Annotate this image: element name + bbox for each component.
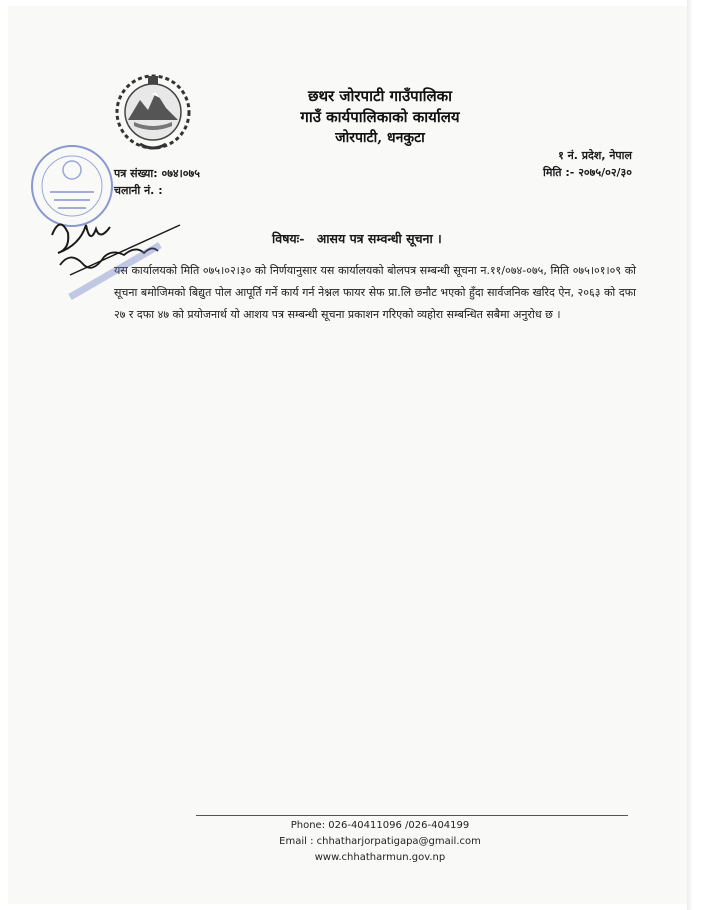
footer-website[interactable]: www.chhatharmun.gov.np [314,852,446,863]
footer-phone: Phone: 026-40411096 /026-404199 [290,820,470,831]
dispatch-number: चलानी नं. : [114,184,163,197]
notice-body: यस कार्यालयको मिति ०७५।०२।३० को निर्णयानुसार यस कार्यालयको बोलपत्र सम्बन्धी सूचना न.११/०७४-०७५, मिति ०७५।०१।०९ को सूचना बमोजिमको बिद्युत पोल आपूर्ति गर्ने कार्य गर्न नेश्नल फायर सेफ प्रा.लि छनौट भएको हुँदा सार्वजनिक खरिद ऐन, २०६३ को दफा २७ र दफा ४७ को प्रयोजनार्थ यो आशय पत्र सम्बन्धी सूचना प्रकाशन गरिएको व्यहोरा सम्बन्धित सबैमा अनुरोध छ । [114,264,636,321]
province-label: १ नं. प्रदेश, नेपाल [558,149,632,162]
office-name-line2: गाउँ कार्यपालिकाको कार्यालय [300,108,460,126]
office-name-line1: छथर जोरपाटी गाउँपालिका [307,87,453,105]
subject-line [272,230,442,247]
office-address: जोरपाटी, धनकुटा [335,130,425,146]
signature-icon [40,205,190,300]
subject-label: विषयः- [272,231,305,246]
nepal-emblem-icon [112,70,194,156]
footer-divider [196,815,628,816]
reference-number: पत्र संख्या: ०७४।०७५ [114,167,200,180]
letter-date: मिति :- २०७५/०२/३० [543,166,632,179]
subject-text: आसय पत्र सम्वन्धी सूचना । [316,231,442,246]
page-edge-shadow [687,0,693,910]
footer-email[interactable]: Email : chhatharjorpatigapa@gmail.com [279,836,481,847]
